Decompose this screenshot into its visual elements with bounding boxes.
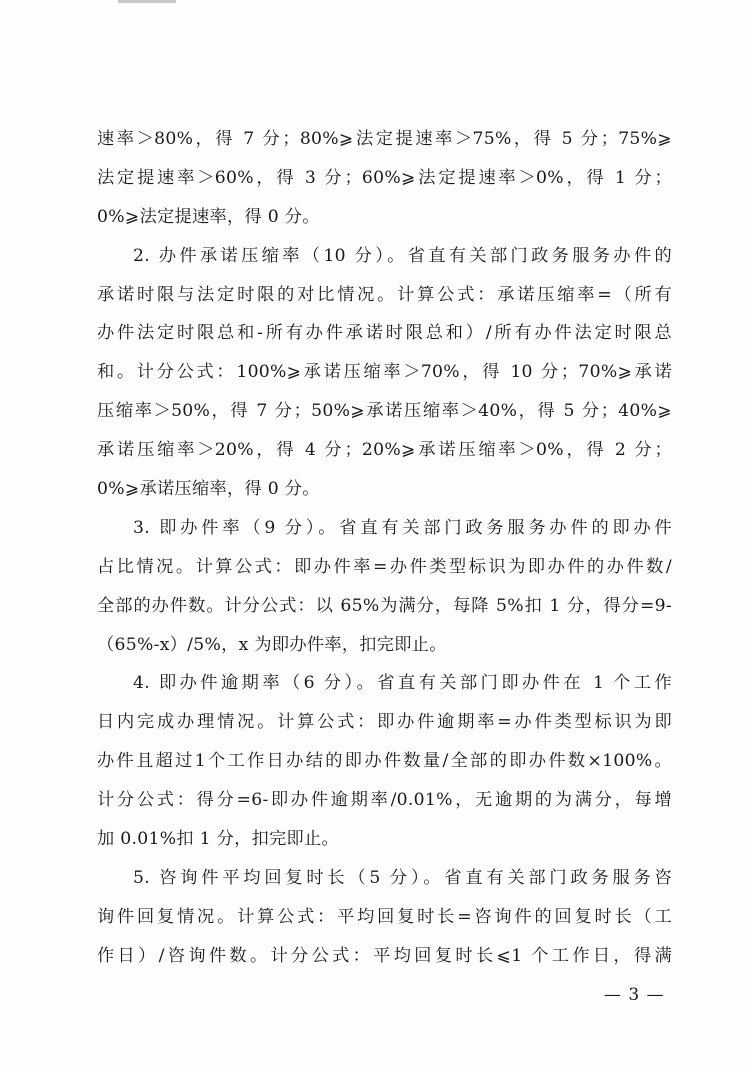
text-line: 计分公式：得分=6-即办件逾期率/0.01%，无逾期的为满分，每增 [97,790,672,811]
page-number: — 3 — [604,985,665,1005]
text-line: 全部的办件数。计分公式：以 65%为满分，每降 5%扣 1 分，得分=9- [97,595,672,616]
section-3-heading-line: 3. 即办件率（9 分）。省直有关部门政务服务办件的即办件 [133,517,672,538]
text-line: 加 0.01%扣 1 分，扣完即止。 [97,829,340,850]
text-line: （65%-x）/5%，x 为即办件率，扣完即止。 [97,634,447,655]
text-line: 占比情况。计算公式：即办件率=办件类型标识为即办件的办件数/ [97,556,672,577]
text-line: 0%⩾承诺压缩率，得 0 分。 [97,479,320,500]
text-line: 办件法定时限总和-所有办件承诺时限总和）/所有办件法定时限总 [97,323,672,344]
section-2-heading-line: 2. 办件承诺压缩率（10 分）。省直有关部门政务服务办件的 [133,245,672,266]
text-line: 作日）/咨询件数。计分公式：平均回复时长⩽1 个工作日，得满 [97,945,672,966]
text-line: 承诺压缩率＞20%，得 4 分；20%⩾承诺压缩率＞0%，得 2 分； [97,440,672,461]
section-4-heading-line: 4. 即办件逾期率（6 分）。省直有关部门即办件在 1 个工作 [133,673,672,694]
text-line: 日内完成办理情况。计算公式：即办件逾期率=办件类型标识为即 [97,712,672,733]
section-5-heading-line: 5. 咨询件平均回复时长（5 分）。省直有关部门政务服务咨 [133,867,672,888]
text-line: 和。计分公式：100%⩾承诺压缩率＞70%，得 10 分；70%⩾承诺 [97,362,672,383]
text-line: 承诺时限与法定时限的对比情况。计算公式：承诺压缩率=（所有 [97,284,672,305]
scan-mark [118,0,176,3]
body-text [97,120,672,976]
text-line: 速率＞80%，得 7 分；80%⩾法定提速率＞75%，得 5 分；75%⩾ [97,129,672,149]
text-line: 压缩率＞50%，得 7 分；50%⩾承诺压缩率＞40%，得 5 分；40%⩾ [97,401,672,422]
text-line: 0%⩾法定提速率，得 0 分。 [97,206,320,227]
text-line: 法定提速率＞60%，得 3 分；60%⩾法定提速率＞0%，得 1 分； [97,167,672,188]
text-line: 办件且超过1个工作日办结的即办件数量/全部的即办件数×100%。 [97,751,672,772]
text-line: 询件回复情况。计算公式：平均回复时长=咨询件的回复时长（工 [97,906,672,927]
